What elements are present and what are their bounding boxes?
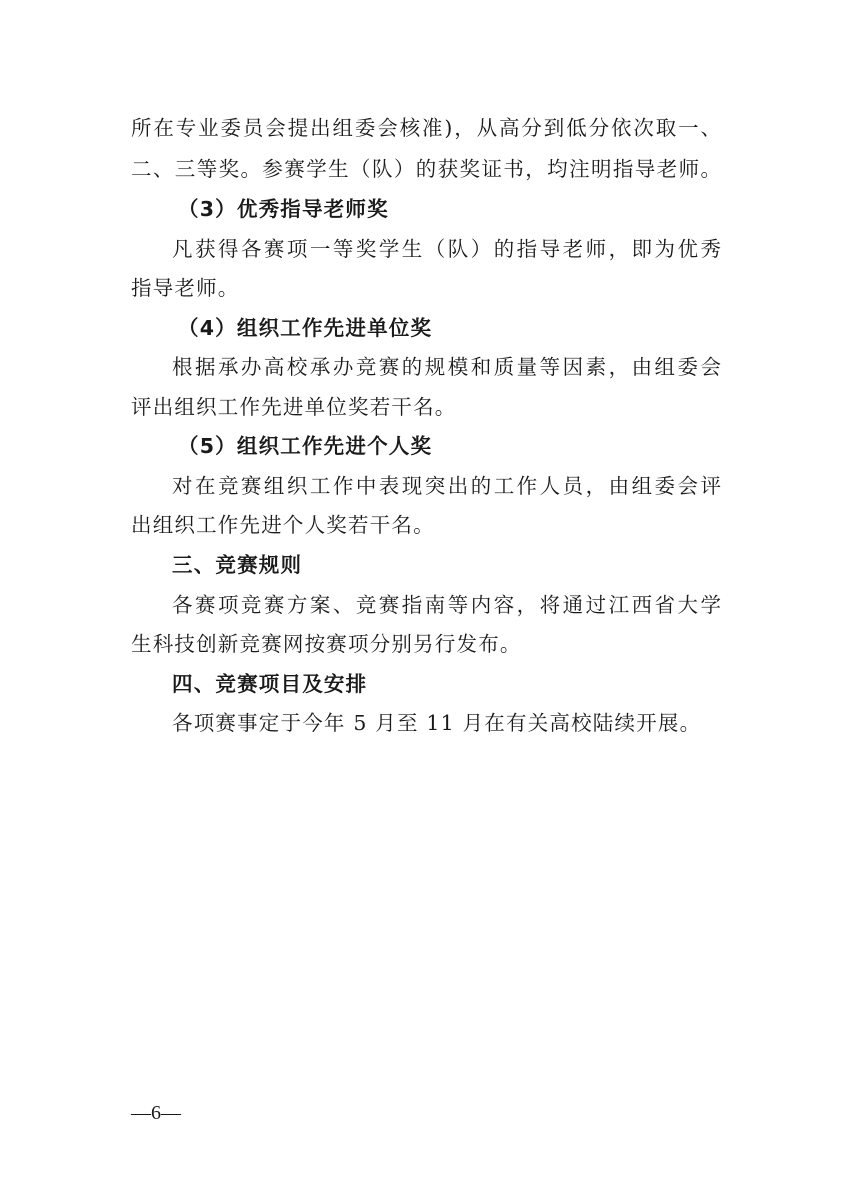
paragraph-line: 指导老师。	[131, 276, 240, 300]
section-heading: 四、竞赛项目及安排	[172, 672, 368, 696]
paragraph-line: 凡获得各赛项一等奖学生（队）的指导老师，即为优秀	[172, 237, 721, 261]
paragraph-line: 生科技创新竞赛网按赛项分别另行发布。	[131, 632, 522, 656]
paragraph-line: 所在专业委员会提出组委会核准)，从高分到低分依次取一、	[131, 116, 721, 140]
section-heading: （4）组织工作先进单位奖	[178, 316, 433, 340]
paragraph-line: 各项赛事定于今年 5 月至 11 月在有关高校陆续开展。	[172, 711, 702, 735]
page-number: —6—	[131, 1102, 181, 1124]
paragraph-line: 出组织工作先进个人奖若干名。	[131, 513, 435, 537]
paragraph-line: 二、三等奖。参赛学生（队）的获奖证书，均注明指导老师。	[131, 157, 721, 181]
section-heading: （5）组织工作先进个人奖	[178, 434, 433, 458]
paragraph-line: 对在竞赛组织工作中表现突出的工作人员，由组委会评	[172, 474, 721, 498]
paragraph-line: 评出组织工作先进单位奖若干名。	[131, 395, 457, 419]
section-heading: （3）优秀指导老师奖	[178, 197, 389, 221]
section-heading: 三、竞赛规则	[172, 553, 303, 577]
paragraph-line: 根据承办高校承办竞赛的规模和质量等因素，由组委会	[172, 355, 721, 379]
paragraph-line: 各赛项竞赛方案、竞赛指南等内容，将通过江西省大学	[172, 593, 721, 617]
